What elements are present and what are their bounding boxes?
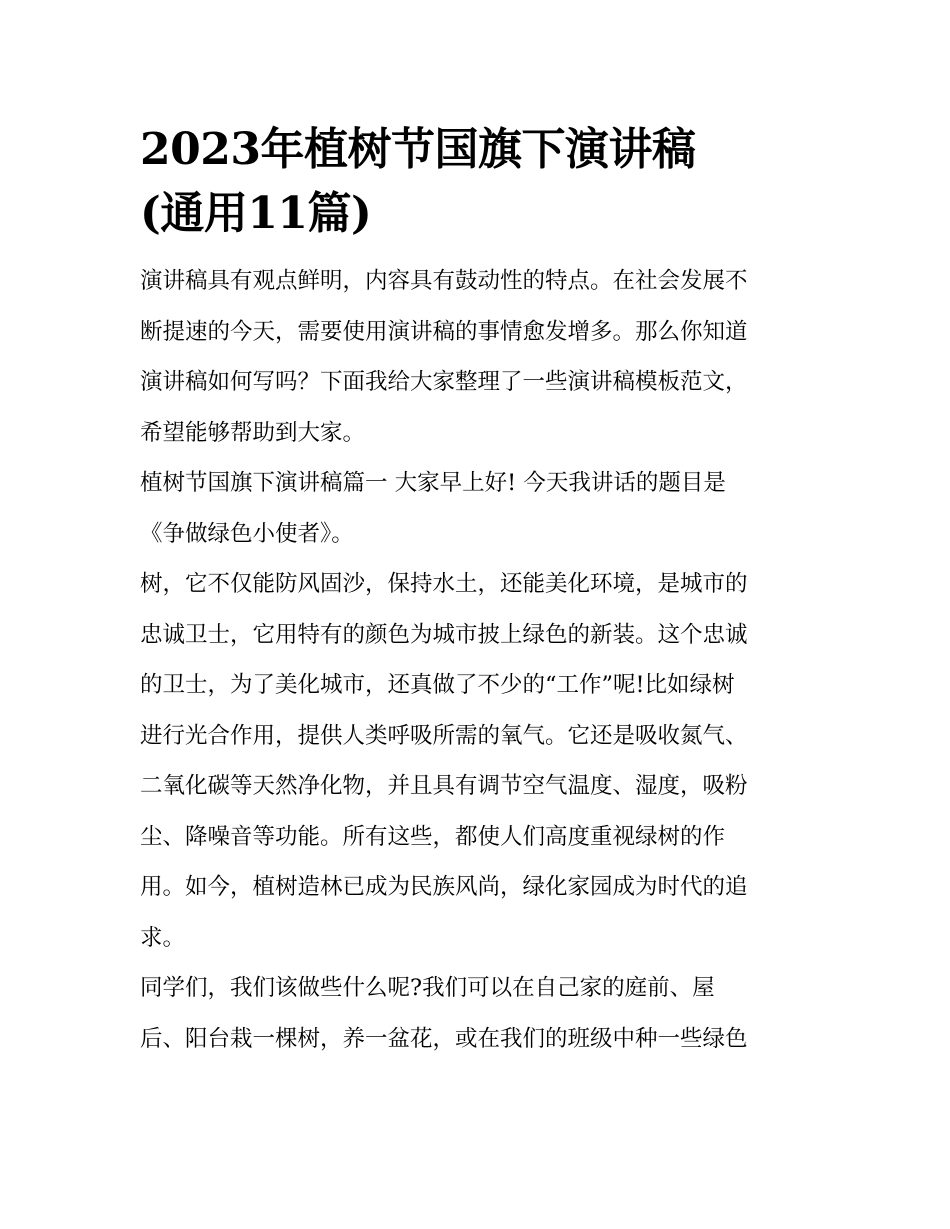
text-line: 希望能够帮助到大家。 [140,419,366,446]
text-line: 演讲稿具有观点鲜明，内容具有鼓动性的特点。在社会发展不 [140,268,748,294]
text-line: 植树节国旗下演讲稿篇一 大家早上好! 今天我讲话的题目是 [140,470,726,496]
text-line: 演讲稿如何写吗？下面我给大家整理了一些演讲稿模板范文， [140,369,748,395]
text-line: 后、阳台栽一棵树，养一盆花，或在我们的班级中种一些绿色 [140,1025,748,1052]
text-line: 二氧化碳等天然净化物，并且具有调节空气温度、湿度，吸粉 [140,773,748,799]
document-title [140,118,815,246]
title-line: (通用11篇) [140,188,372,239]
text-line: 忠诚卫士，它用特有的颜色为城市披上绿色的新装。这个忠诚 [140,621,748,648]
title-line: 2023年植树节国旗下演讲稿 [140,124,696,175]
text-line: 用。如今，植树造林已成为民族风尚，绿化家园成为时代的追 [140,874,748,900]
trees-paragraph [140,559,815,963]
intro-paragraph [140,256,815,458]
text-line: 尘、降噪音等功能。所有这些，都使人们高度重视绿树的作 [140,823,726,850]
text-line: 断提速的今天，需要使用演讲稿的事情愈发增多。那么你知道 [140,318,748,345]
text-line: 同学们，我们该做些什么呢?我们可以在自己家的庭前、屋 [140,975,715,1001]
text-line: 树，它不仅能防风固沙，保持水土，还能美化环境，是城市的 [140,571,748,597]
document-body [140,118,815,1064]
students-paragraph [140,963,815,1064]
text-line: 《争做绿色小使者》。 [140,520,354,547]
speech-heading-paragraph [140,458,815,559]
text-line: 求。 [140,924,186,951]
text-line: 的卫士，为了美化城市，还真做了不少的“工作”呢!比如绿树 [140,672,735,698]
text-line: 进行光合作用，提供人类呼吸所需的氧气。它还是吸收氮气、 [140,722,748,749]
